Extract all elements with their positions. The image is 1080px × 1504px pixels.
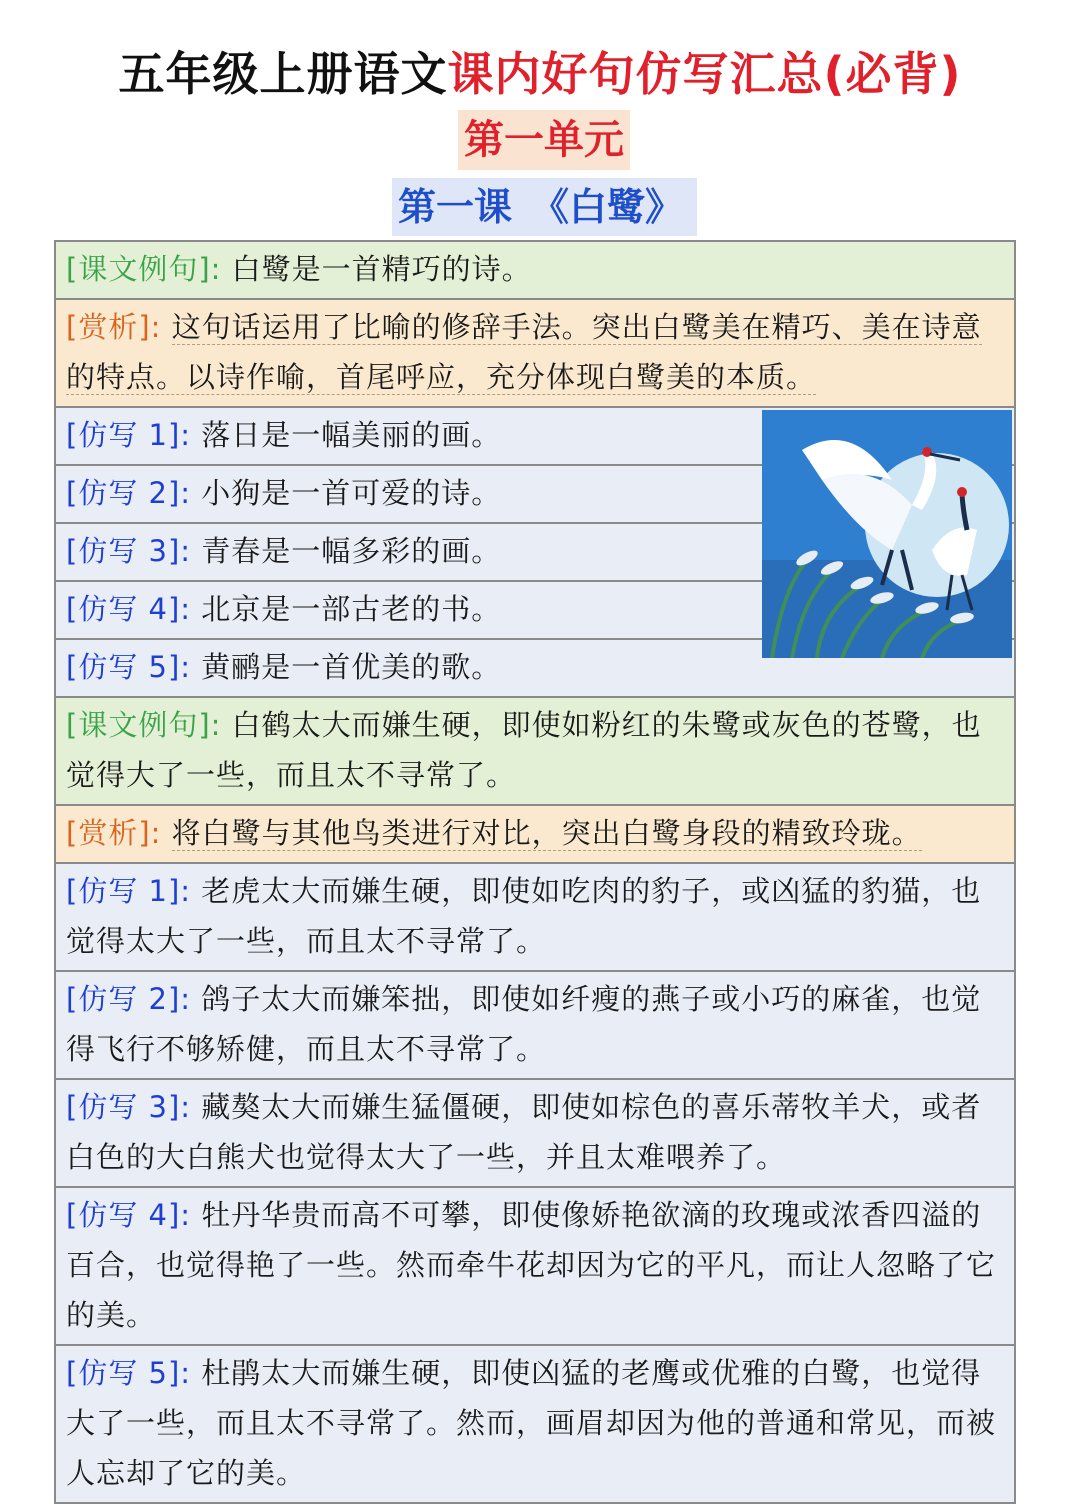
row-tag: [仿写 1]: bbox=[66, 874, 192, 908]
example-row bbox=[56, 698, 1014, 806]
row-text: 藏獒太大而嫌生猛僵硬，即使如棕色的喜乐蒂牧羊犬，或者白色的大白熊犬也觉得太大了一些，并且太难喂养了。 bbox=[66, 1090, 982, 1174]
row-tag: [赏析]: bbox=[66, 816, 162, 850]
crane-illustration-icon bbox=[762, 410, 1012, 658]
row-tag: [赏析]: bbox=[66, 310, 162, 344]
row-tag: [仿写 5]: bbox=[66, 650, 192, 684]
row-text: 落日是一幅美丽的画。 bbox=[201, 418, 502, 452]
row-text: 这句话运用了比喻的修辞手法。突出白鹭美在精巧、美在诗意的特点。以诗作喻，首尾呼应，充分体现白鹭美的本质。 bbox=[66, 310, 982, 394]
row-tag: [仿写 4]: bbox=[66, 1198, 192, 1232]
row-tag: [仿写 5]: bbox=[66, 1356, 192, 1390]
row-tag: [课文例句]: bbox=[66, 708, 222, 742]
row-text: 北京是一部古老的书。 bbox=[201, 592, 502, 626]
row-text: 将白鹭与其他鸟类进行对比，突出白鹭身段的精致玲珑。 bbox=[171, 816, 922, 850]
row-text: 黄鹂是一首优美的歌。 bbox=[201, 650, 502, 684]
imitation-row bbox=[56, 1188, 1014, 1346]
sentence-table bbox=[54, 240, 1016, 1504]
row-text: 老虎太大而嫌生硬，即使如吃肉的豹子，或凶猛的豹猫，也觉得太大了一些，而且太不寻常了。 bbox=[66, 874, 982, 958]
row-tag: [仿写 3]: bbox=[66, 534, 192, 568]
row-text: 青春是一幅多彩的画。 bbox=[201, 534, 502, 568]
row-text: 白鹭是一首精巧的诗。 bbox=[231, 252, 532, 286]
row-tag: [仿写 2]: bbox=[66, 476, 192, 510]
page-title: 五年级上册语文课内好句仿写汇总(必背) bbox=[118, 47, 962, 101]
imitation-row bbox=[56, 864, 1014, 972]
row-tag: [仿写 1]: bbox=[66, 418, 192, 452]
analysis-row bbox=[56, 300, 1014, 408]
row-tag: [仿写 3]: bbox=[66, 1090, 192, 1124]
analysis-row bbox=[56, 806, 1014, 864]
row-tag: [仿写 4]: bbox=[66, 592, 192, 626]
imitation-row bbox=[56, 1080, 1014, 1188]
row-text: 鸽子太大而嫌笨拙，即使如纤瘦的燕子或小巧的麻雀，也觉得飞行不够矫健，而且太不寻常了。 bbox=[66, 982, 982, 1066]
row-text: 杜鹃太大而嫌生硬，即使凶猛的老鹰或优雅的白鹭，也觉得大了一些，而且太不寻常了。然而，画眉却因为他的普通和常见，而被人忘却了它的美。 bbox=[66, 1356, 997, 1490]
imitation-group-1 bbox=[56, 408, 1014, 698]
row-tag: [课文例句]: bbox=[66, 252, 222, 286]
row-text: 牡丹华贵而高不可攀，即使像娇艳欲滴的玫瑰或浓香四溢的百合，也觉得艳了一些。然而牵牛花却因为它的平凡，而让人忽略了它的美。 bbox=[66, 1198, 997, 1332]
example-row bbox=[56, 242, 1014, 300]
imitation-row bbox=[56, 972, 1014, 1080]
imitation-row bbox=[56, 1346, 1014, 1502]
row-text: 小狗是一首可爱的诗。 bbox=[201, 476, 502, 510]
row-text: 白鹤太大而嫌生硬，即使如粉红的朱鹭或灰色的苍鹭，也觉得大了一些，而且太不寻常了。 bbox=[66, 708, 982, 792]
row-tag: [仿写 2]: bbox=[66, 982, 192, 1016]
unit-heading: 第一单元 bbox=[458, 110, 630, 170]
lesson-heading: 第一课 《白鹭》 bbox=[392, 178, 697, 236]
